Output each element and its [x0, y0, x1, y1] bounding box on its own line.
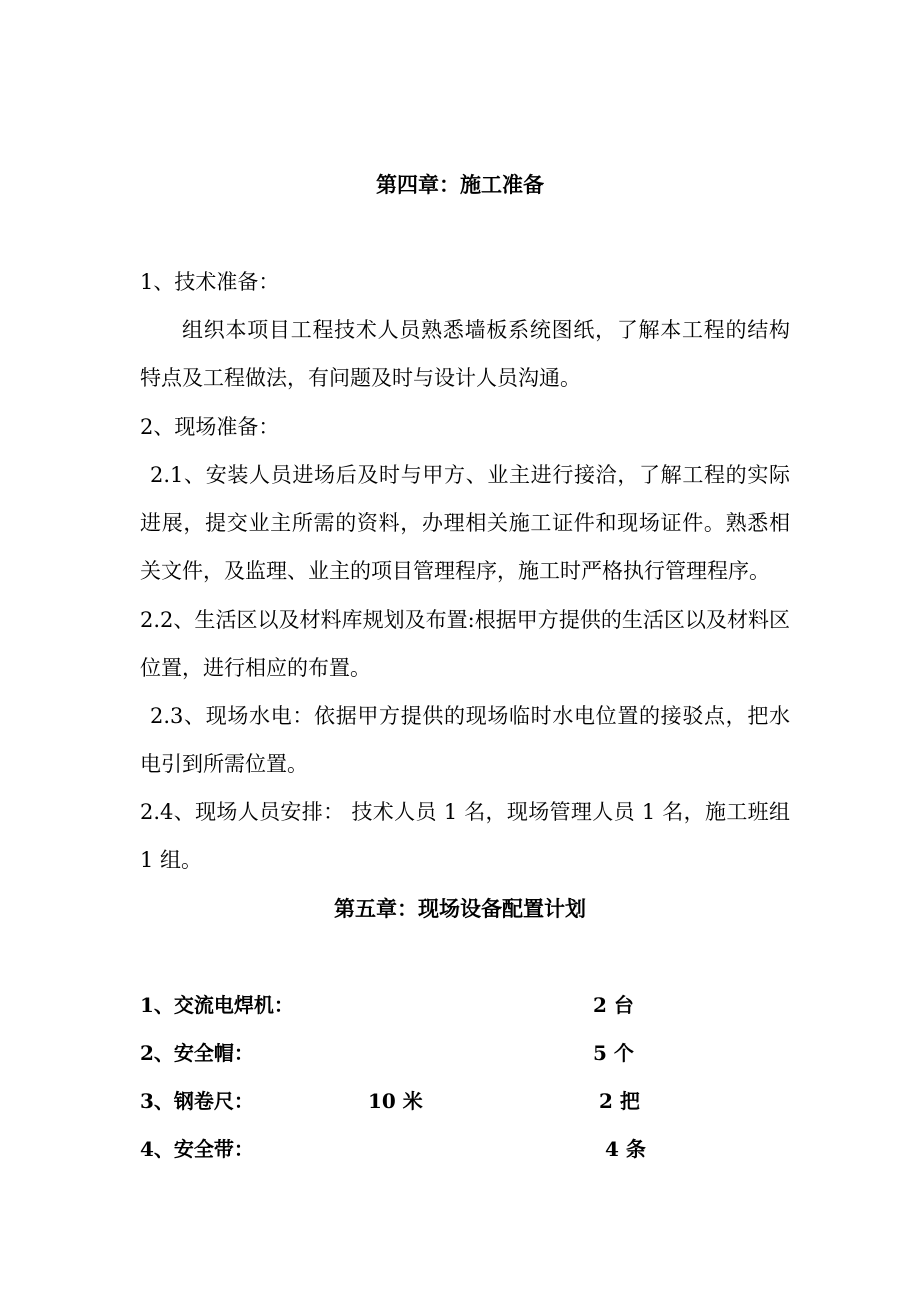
chapter5-title: 第五章：现场设备配置计划 — [334, 896, 586, 921]
section2-item-1: 2.1、安装人员进场后及时与甲方、业主进行接洽，了解工程的实际进展，提交业主所需的资料，办理相关施工证件和现场证件。熟悉相关文件，及监理、业主的项目管理程序，施工时严格执行管理程序。 — [140, 463, 790, 583]
equipment-name: 1、交流电焊机： — [140, 993, 294, 1017]
equipment-qty: 5 个 — [593, 1041, 634, 1065]
equipment-row — [140, 1087, 700, 1115]
equipment-name: 4、安全带： — [140, 1137, 254, 1161]
equipment-qty: 4 条 — [605, 1137, 646, 1161]
equipment-row — [140, 1039, 700, 1067]
equipment-name: 2、安全帽： — [140, 1041, 254, 1065]
section2-item-4: 2.4、现场人员安排： 技术人员 1 名，现场管理人员 1 名，施工班组 1 组。 — [140, 800, 790, 872]
section1-heading: 1、技术准备： — [140, 270, 280, 294]
equipment-spec: 10 米 — [368, 1089, 423, 1113]
equipment-qty: 2 台 — [593, 993, 634, 1017]
chapter4-title: 第四章：施工准备 — [376, 172, 544, 197]
section2-item-3: 2.3、现场水电：依据甲方提供的现场临时水电位置的接驳点，把水电引到所需位置。 — [140, 704, 790, 776]
section1-body: 组织本项目工程技术人员熟悉墙板系统图纸，了解本工程的结构特点及工程做法，有问题及时与设计人员沟通。 — [140, 318, 790, 390]
equipment-qty: 2 把 — [599, 1089, 640, 1113]
section2-heading: 2、现场准备： — [140, 415, 280, 439]
equipment-row — [140, 1135, 700, 1163]
section2-item-2: 2.2、生活区以及材料库规划及布置:根据甲方提供的生活区以及材料区位置，进行相应的布置。 — [140, 608, 790, 680]
equipment-row — [140, 991, 700, 1019]
equipment-name: 3、钢卷尺： — [140, 1089, 254, 1113]
